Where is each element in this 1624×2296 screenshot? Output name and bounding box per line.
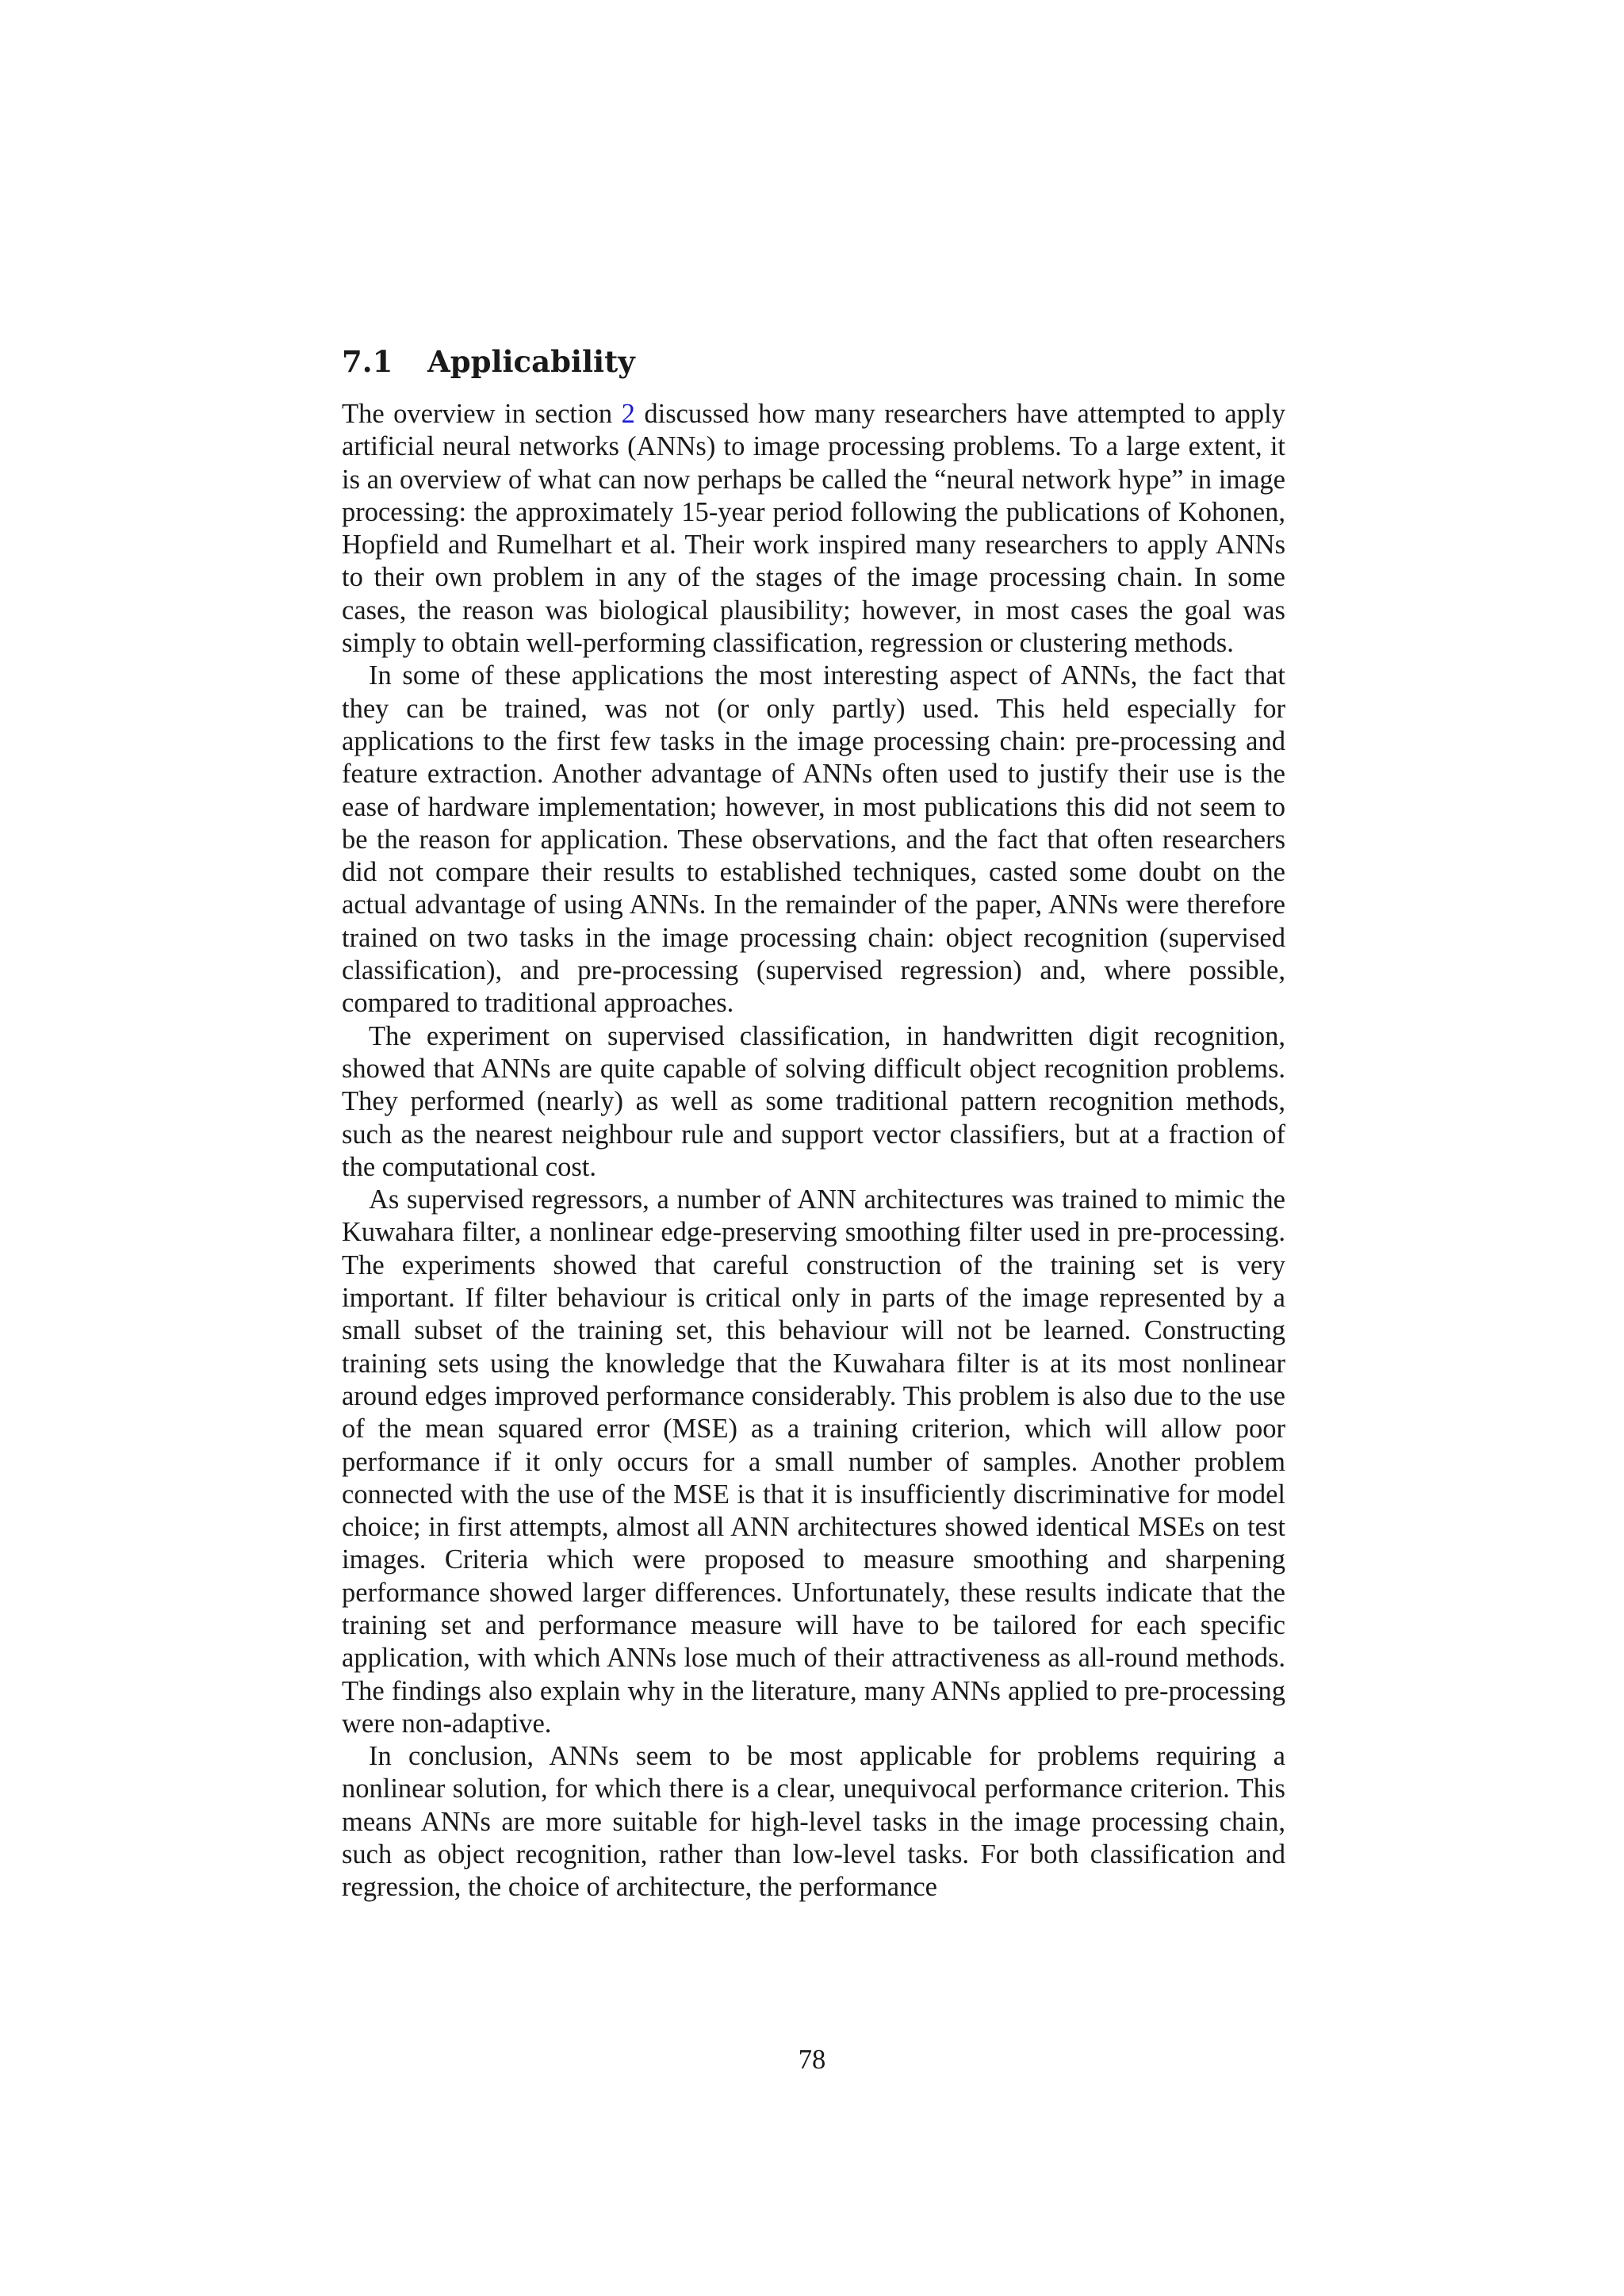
- paragraph-conclusion: In conclusion, ANNs seem to be most applicable for problems requiring a nonlinear solution, for which there is a clear, unequivocal performance criterion. This means ANNs are more suitable for high-level tasks in the image processing chain, such as object recognition, rather than low-level tasks. For both classification and regression, the choice of architecture, the performance: [342, 1741, 1285, 1903]
- paragraph-text: discussed how many researchers have attempted to apply artificial neural networks (ANNs) to image processing problems. To a large extent, it is an overview of what can now perhaps be called the “neural network hype” in image processing: the approximately 15-year period following the publications of Kohonen, Hopfield and Rumelhart et al. Their work inspired many researchers to apply ANNs to their own problem in any of the stages of the image processing chain. In some cases, the reason was biological plausibility; however, in most cases the goal was simply to obtain well-performing classification, regression or clustering methods.: [342, 399, 1286, 659]
- body-text: [342, 398, 1285, 1904]
- paragraph-regression: As supervised regressors, a number of ANN architectures was trained to mimic the Kuwahara filter, a nonlinear edge-preserving smoothing filter used in pre-processing. The experiments showed that careful construction of the training set is very important. If filter behaviour is critical only in parts of the image represented by a small subset of the training set, this behaviour will not be learned. Constructing training sets using the knowledge that the Kuwahara filter is at its most nonlinear around edges improved performance considerably. This problem is also due to the use of the mean squared error (MSE) as a training criterion, which will allow poor performance if it only occurs for a small number of samples. Another problem connected with the use of the MSE is that it is insufficiently discriminative for model choice; in first attempts, almost all ANN architectures showed identical MSEs on test images. Criteria which were proposed to measure smoothing and sharpening performance showed larger differences. Unfortunately, these results indicate that the training set and performance measure will have to be tailored for each specific application, with which ANNs lose much of their attractiveness as all-round methods. The findings also explain why in the literature, many ANNs applied to pre-processing were non-adaptive.: [342, 1184, 1285, 1739]
- paragraph-overview: [342, 398, 1285, 660]
- section-title: Applicability: [427, 344, 635, 379]
- paragraph-text: The overview in section: [342, 399, 622, 429]
- page-number: 78: [798, 2045, 826, 2075]
- section-heading: [342, 341, 635, 382]
- paragraph-applications: In some of these applications the most interesting aspect of ANNs, the fact that they can be trained, was not (or only partly) used. This held especially for applications to the first few tasks in the image processing chain: pre-processing and feature extraction. Another advantage of ANNs often used to justify their use is the ease of hardware implementation; however, in most publications this did not seem to be the reason for application. These observations, and the fact that often researchers did not compare their results to established techniques, casted some doubt on the actual advantage of using ANNs. In the remainder of the paper, ANNs were therefore trained on two tasks in the image processing chain: object recognition (supervised classification), and pre-processing (supervised regression) and, where possible, compared to traditional approaches.: [342, 660, 1285, 1019]
- paragraph-classification: The experiment on supervised classification, in handwritten digit recognition, showed that ANNs are quite capable of solving difficult object recognition problems. They performed (nearly) as well as some traditional pattern recognition methods, such as the nearest neighbour rule and support vector classifiers, but at a fraction of the computational cost.: [342, 1020, 1285, 1182]
- section-reference-link[interactable]: 2: [621, 399, 635, 429]
- section-number: 7.1: [342, 344, 393, 379]
